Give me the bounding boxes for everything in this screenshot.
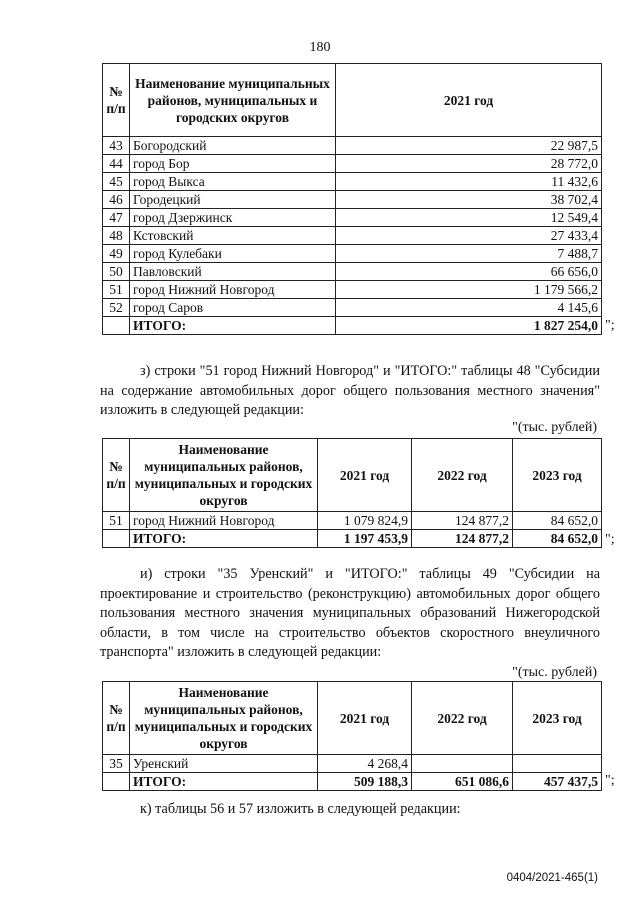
header-2023: 2023 год xyxy=(513,682,602,755)
row-num: 46 xyxy=(103,191,130,209)
header-name: Наименование муниципальных районов, муниципальных и городских округов xyxy=(130,64,336,137)
row-2023 xyxy=(513,755,602,773)
header-num: № п/п xyxy=(103,439,130,512)
row-2021: 66 656,0 xyxy=(336,263,602,281)
row-num: 50 xyxy=(103,263,130,281)
row-2021: 4 268,4 xyxy=(318,755,412,773)
row-2021: 1 179 566,2 xyxy=(336,281,602,299)
total-label: ИТОГО: xyxy=(130,773,318,791)
header-name: Наименование муниципальных районов, муниципальных и городских округов xyxy=(130,682,318,755)
row-name: город Саров xyxy=(130,299,336,317)
row-name: город Выкса xyxy=(130,173,336,191)
table-row xyxy=(103,281,602,299)
row-num: 51 xyxy=(103,512,130,530)
table-row xyxy=(103,155,602,173)
row-2021: 7 488,7 xyxy=(336,245,602,263)
row-2022 xyxy=(412,755,513,773)
table1-closing-quote: "; xyxy=(605,318,615,333)
row-2021: 11 432,6 xyxy=(336,173,602,191)
row-num: 35 xyxy=(103,755,130,773)
table-subsidies-continued xyxy=(102,63,602,335)
row-name: Богородский xyxy=(130,137,336,155)
row-num: 49 xyxy=(103,245,130,263)
row-2022: 124 877,2 xyxy=(412,512,513,530)
total-num-cell xyxy=(103,773,130,791)
total-label: ИТОГО: xyxy=(130,317,336,335)
page-number: 180 xyxy=(309,40,331,55)
table3-closing-quote: "; xyxy=(605,773,615,788)
row-name: город Нижний Новгород xyxy=(130,512,318,530)
total-2021: 1 827 254,0 xyxy=(336,317,602,335)
row-2021: 22 987,5 xyxy=(336,137,602,155)
row-2021: 1 079 824,9 xyxy=(318,512,412,530)
total-2022: 651 086,6 xyxy=(412,773,513,791)
table-row xyxy=(103,227,602,245)
table-49-edit xyxy=(102,681,602,791)
row-name: город Нижний Новгород xyxy=(130,281,336,299)
table-row xyxy=(103,299,602,317)
table2-closing-quote: "; xyxy=(605,532,615,547)
total-2022: 124 877,2 xyxy=(412,530,513,548)
row-name: Кстовский xyxy=(130,227,336,245)
header-num: № п/п xyxy=(103,682,130,755)
row-num: 44 xyxy=(103,155,130,173)
row-name: Городецкий xyxy=(130,191,336,209)
total-num-cell xyxy=(103,530,130,548)
row-name: Павловский xyxy=(130,263,336,281)
table-row xyxy=(103,263,602,281)
row-2021: 38 702,4 xyxy=(336,191,602,209)
units-label-2: "(тыс. рублей) xyxy=(512,420,597,435)
row-num: 48 xyxy=(103,227,130,245)
table-row xyxy=(103,191,602,209)
header-2023: 2023 год xyxy=(513,439,602,512)
row-name: город Кулебаки xyxy=(130,245,336,263)
total-2021: 509 188,3 xyxy=(318,773,412,791)
row-num: 51 xyxy=(103,281,130,299)
total-2021: 1 197 453,9 xyxy=(318,530,412,548)
table-row xyxy=(103,755,602,773)
row-num: 52 xyxy=(103,299,130,317)
row-2021: 28 772,0 xyxy=(336,155,602,173)
total-num-cell xyxy=(103,317,130,335)
document-footer-code: 0404/2021-465(1) xyxy=(506,872,598,884)
header-2021: 2021 год xyxy=(336,64,602,137)
row-2021: 4 145,6 xyxy=(336,299,602,317)
paragraph-k: к) таблицы 56 и 57 изложить в следующей редакции: xyxy=(140,801,461,817)
total-2023: 84 652,0 xyxy=(513,530,602,548)
units-label-3: "(тыс. рублей) xyxy=(512,665,597,680)
header-2021: 2021 год xyxy=(318,682,412,755)
total-2023: 457 437,5 xyxy=(513,773,602,791)
table-row xyxy=(103,245,602,263)
total-label: ИТОГО: xyxy=(130,530,318,548)
row-num: 45 xyxy=(103,173,130,191)
table-row xyxy=(103,137,602,155)
row-name: город Дзержинск xyxy=(130,209,336,227)
row-num: 43 xyxy=(103,137,130,155)
row-2021: 12 549,4 xyxy=(336,209,602,227)
header-2022: 2022 год xyxy=(412,682,513,755)
row-name: Уренский xyxy=(130,755,318,773)
table-row xyxy=(103,173,602,191)
header-2022: 2022 год xyxy=(412,439,513,512)
table-row xyxy=(103,209,602,227)
header-2021: 2021 год xyxy=(318,439,412,512)
row-name: город Бор xyxy=(130,155,336,173)
paragraph-z: з) строки "51 город Нижний Новгород" и "ИТОГО:" таблицы 48 "Субсидии на содержание автомобильных дорог общего пользования местного значения" изложить в следующей редакции: xyxy=(100,363,600,418)
row-2021: 27 433,4 xyxy=(336,227,602,245)
header-num: № п/п xyxy=(103,64,130,137)
row-2023: 84 652,0 xyxy=(513,512,602,530)
row-num: 47 xyxy=(103,209,130,227)
table-48-edit xyxy=(102,438,602,548)
table-row xyxy=(103,512,602,530)
header-name: Наименование муниципальных районов, муниципальных и городских округов xyxy=(130,439,318,512)
paragraph-i: и) строки "35 Уренский" и "ИТОГО:" таблицы 49 "Субсидии на проектирование и строительство (реконструкцию) автомобильных дорог общего пользования местного значения муниципальных образований Нижегородской области, в том числе на строительство объектов скоростного внеуличного транспорта" изложить в следующей редакции: xyxy=(100,566,600,660)
